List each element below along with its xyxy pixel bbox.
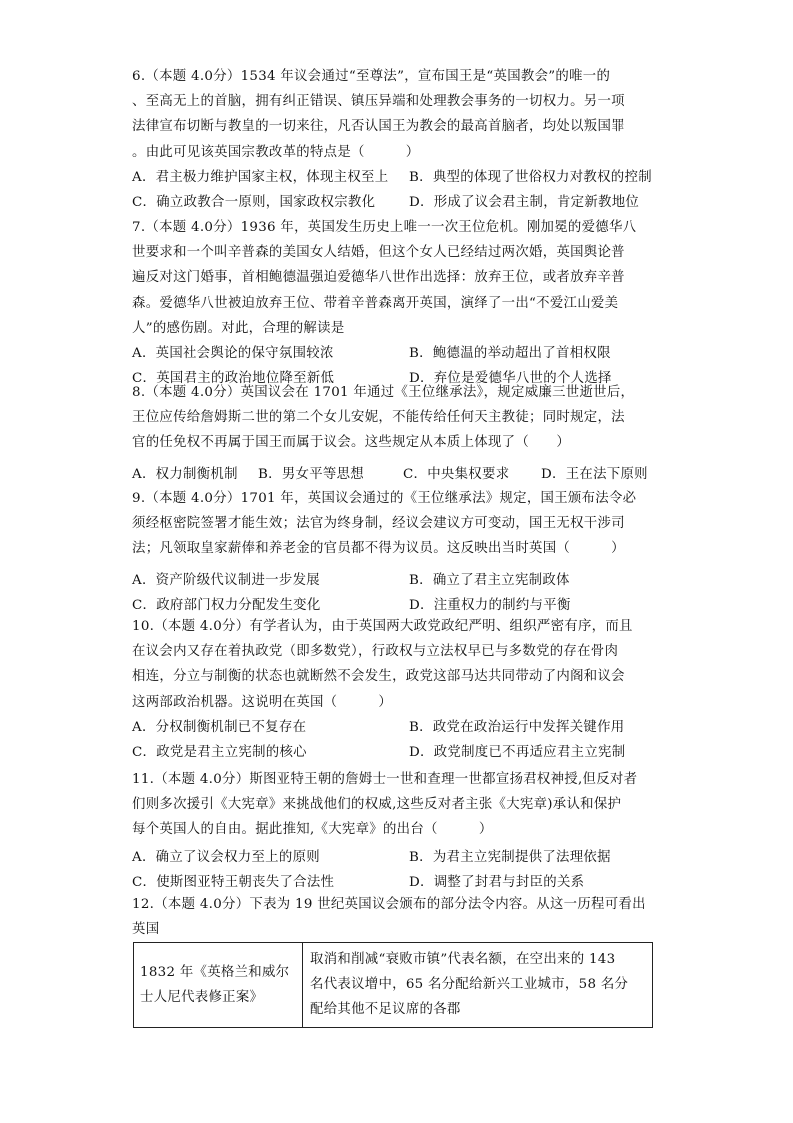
- question-10-line-2: 在议会内又存在着执政党（即多数党），行政权与立法权早已与多数党的存在骨肉: [132, 644, 619, 660]
- question-7-line-3: 遍反对这门婚事，首相鲍德温强迫爱德华八世作出选择：放弃王位，或者放弃辛普: [132, 270, 625, 286]
- option-b[interactable]: B．典型的体现了世俗权力对教权的控制: [409, 169, 652, 185]
- law-content-line-2: 名代表议增中，65 名分配给新兴工业城市，58 名分: [310, 977, 629, 993]
- option-d[interactable]: D．政党制度已不再适应君主立宪制: [409, 745, 626, 761]
- law-name-line-2: 士人尼代表修正案》: [140, 989, 264, 1005]
- option-d[interactable]: D．注重权力的制约与平衡: [409, 597, 571, 613]
- option-b[interactable]: B．政党在政治运行中发挥关键作用: [409, 719, 625, 735]
- law-table: [133, 942, 653, 1028]
- question-9-line-3: 法；凡领取皇家薪俸和养老金的官员都不得为议员。这反映出当时英国（ ）: [132, 541, 625, 557]
- option-b[interactable]: B．为君主立宪制提供了法理依据: [409, 849, 611, 865]
- law-name-line-1: 1832 年《英格兰和威尔: [140, 964, 290, 980]
- question-8-line-2: 王位应传给詹姆斯二世的第二个女儿安妮，不能传给任何天主教徒；同时规定，法: [132, 410, 625, 426]
- question-6-options: [132, 165, 662, 215]
- question-6-line-1: 6.（本题 4.0分）1534 年议会通过“至尊法”，宣布国王是“英国教会”的唯一的: [132, 69, 611, 84]
- question-12: [132, 892, 662, 942]
- option-b[interactable]: B．确立了君主立宪制政体: [409, 572, 570, 588]
- question-9-line-1: 9.（本题 4.0分）1701 年，英国议会通过的《王位继承法》规定，国王颁布法令必: [132, 491, 637, 506]
- law-content-line-3: 配给其他不足议席的各郡: [310, 1002, 461, 1018]
- law-content-cell: [303, 943, 653, 1028]
- question-6: [132, 64, 662, 215]
- table-row: [134, 943, 653, 1028]
- question-7-line-5: 人”的感伤剧。对此，合理的解读是: [132, 320, 345, 336]
- option-a[interactable]: A．君主极力维护国家主权，体现主权至上: [132, 169, 389, 185]
- option-b[interactable]: B．男女平等思想: [258, 466, 364, 482]
- option-a[interactable]: A．分权制衡机制已不复存在: [132, 719, 307, 735]
- question-10-line-4: 这两部政治机器。这说明在英国（ ）: [132, 694, 393, 710]
- question-7-line-1: 7.（本题 4.0分）1936 年，英国发生历史上唯一一次王位危机。刚加冕的爱德华八: [132, 220, 637, 235]
- question-9-options: [132, 568, 662, 618]
- question-10-line-1: 10.（本题 4.0分）有学者认为，由于英国两大政党政纪严明、组织严密有序，而且: [132, 619, 633, 634]
- option-a[interactable]: A．英国社会舆论的保守氛围较浓: [132, 346, 334, 362]
- question-7: [132, 215, 662, 391]
- question-7-line-2: 世要求和一个叫辛普森的美国女人结婚，但这个女人已经结过两次婚，英国舆论普: [132, 245, 625, 261]
- question-6-line-3: 法律宣布切断与教皇的一切来往，凡否认国王为教会的最高首脑者，均处以叛国罪: [132, 119, 625, 135]
- option-c[interactable]: C．英国君主的政治地位降至新低: [132, 371, 335, 387]
- question-10-options: [132, 715, 662, 765]
- option-a[interactable]: A．权力制衡机制: [132, 466, 238, 482]
- question-10-line-3: 相连，分立与制衡的状态也就断然不会发生，政党这部马达共同带动了内阁和议会: [132, 669, 625, 685]
- option-d[interactable]: D．形成了议会君主制，肯定新教地位: [409, 195, 640, 211]
- question-9-line-2: 须经枢密院签署才能生效；法官为终身制，经议会建议方可变动，国王无权干涉司: [132, 516, 625, 532]
- question-6-line-2: 、至高无上的首脑，拥有纠正错误、镇压异端和处理教会事务的一切权力。另一项: [132, 94, 625, 110]
- question-7-line-4: 森。爱德华八世被迫放弃王位、带着辛普森离开英国，演绎了一出“不爱江山爱美: [132, 295, 619, 311]
- option-c[interactable]: C．政府部门权力分配发生变化: [132, 597, 321, 613]
- option-c[interactable]: C．使斯图亚特王朝丧失了合法性: [132, 874, 335, 890]
- question-11: [132, 767, 662, 895]
- question-10: [132, 614, 662, 765]
- option-c[interactable]: C．中央集权要求: [403, 466, 510, 482]
- question-11-line-2: 们则多次援引《大宪章》来挑战他们的权威,这些反对者主张《大宪章)承认和保护: [132, 797, 622, 813]
- question-8-line-3: 官的任免权不再属于国王而属于议会。这些规定从本质上体现了（ ）: [132, 435, 571, 451]
- question-8-line-1: 8.（本题 4.0分）英国议会在 1701 年通过《王位继承法》，规定威廉三世逝世后，: [132, 385, 635, 400]
- option-a[interactable]: A．资产阶级代议制进一步发展: [132, 572, 320, 588]
- option-b[interactable]: B．鲍德温的举动超出了首相权限: [409, 346, 611, 362]
- question-12-line-1: 12.（本题 4.0分）下表为 19 世纪英国议会颁布的部分法令内容。从这一历程可看出: [132, 897, 646, 912]
- question-6-line-4: 。由此可见该英国宗教改革的特点是（ ）: [132, 144, 420, 160]
- law-content-line-1: 取消和削减“衰败市镇”代表名额，在空出来的 143: [310, 952, 616, 967]
- law-name-cell: [134, 943, 303, 1028]
- option-a[interactable]: A．确立了议会权力至上的原则: [132, 849, 320, 865]
- question-12-line-2: 英国: [132, 922, 160, 938]
- option-d[interactable]: D．弃位是爱德华八世的个人选择: [409, 371, 612, 387]
- option-d[interactable]: D．王在法下原则: [541, 466, 648, 482]
- question-8-options: [132, 462, 662, 487]
- question-8: [132, 380, 662, 487]
- question-11-options: [132, 845, 662, 895]
- option-d[interactable]: D．调整了封君与封臣的关系: [409, 874, 585, 890]
- question-9: [132, 486, 662, 618]
- question-11-line-3: 每个英国人的自由。据此推知,《大宪章》的出台（ ）: [132, 822, 493, 838]
- question-11-line-1: 11.（本题 4.0分）斯图亚特王朝的詹姆士一世和查理一世都宣扬君权神授,但反对者: [132, 772, 638, 787]
- option-c[interactable]: C．政党是君主立宪制的核心: [132, 745, 307, 761]
- option-c[interactable]: C．确立政教合一原则，国家政权宗教化: [132, 195, 376, 211]
